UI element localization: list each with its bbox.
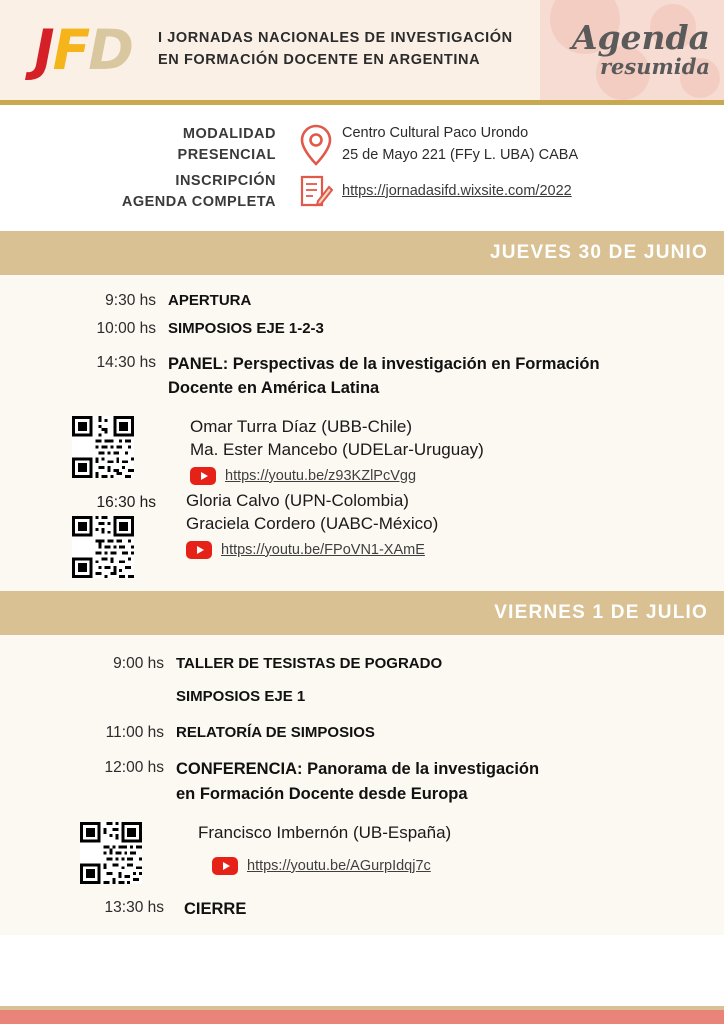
registration-label bbox=[0, 171, 290, 213]
day-banner-friday bbox=[0, 591, 724, 635]
row-title-line-2: en Formación Docente desde Europa bbox=[176, 785, 468, 804]
row-title: APERTURA bbox=[168, 291, 252, 309]
page-title-line-2: EN FORMACIÓN DOCENTE EN ARGENTINA bbox=[158, 52, 481, 68]
row-description bbox=[168, 352, 724, 402]
schedule-row bbox=[0, 678, 724, 712]
row-time bbox=[0, 686, 176, 688]
video-link-row[interactable] bbox=[190, 467, 710, 485]
qr-container bbox=[0, 822, 168, 884]
row-title: SIMPOSIOS EJE 1 bbox=[176, 688, 306, 706]
row-title: TALLER DE TESISTAS DE POGRADO bbox=[176, 654, 443, 672]
youtube-icon bbox=[190, 467, 216, 485]
modality-line-2: PRESENCIAL bbox=[177, 146, 276, 163]
qr-container bbox=[0, 416, 168, 478]
row-time: 11:00 hs bbox=[105, 723, 164, 741]
registration-row bbox=[0, 171, 724, 213]
row-time: 13:30 hs bbox=[104, 898, 164, 916]
logo-letter-d: D bbox=[88, 17, 132, 82]
day-banner-friday-label: VIERNES 1 DE JULIO bbox=[494, 601, 708, 623]
agenda-subtitle: resumida bbox=[599, 53, 710, 79]
registration-line-2: AGENDA COMPLETA bbox=[121, 193, 276, 210]
conference-speaker-block bbox=[168, 822, 724, 875]
schedule-row bbox=[0, 344, 724, 405]
panel-speakers-block bbox=[168, 490, 724, 559]
jfd-logo bbox=[0, 17, 158, 82]
speaker-name: Ma. Ester Mancebo (UDELar-Uruguay) bbox=[190, 439, 484, 459]
video-url[interactable]: https://youtu.be/FPoVN1-XAmE bbox=[221, 541, 425, 558]
row-title-line-1: PANEL: Perspectivas de la investigación en Formación bbox=[168, 354, 600, 373]
qr-code-panel-2-icon bbox=[72, 516, 134, 578]
day-banner-thursday bbox=[0, 231, 724, 275]
modality-line-1: MODALIDAD bbox=[182, 125, 276, 142]
logo-letter-j: J bbox=[34, 17, 53, 82]
row-title-line-2: Docente en América Latina bbox=[168, 379, 380, 398]
video-url[interactable]: https://youtu.be/AGurpIdqj7c bbox=[247, 857, 431, 874]
video-link-row[interactable] bbox=[198, 857, 710, 875]
registration-url-wrap[interactable] bbox=[342, 181, 572, 203]
row-description bbox=[176, 686, 724, 709]
schedule-thursday bbox=[0, 275, 724, 591]
page-header bbox=[0, 0, 724, 100]
qr-container bbox=[0, 516, 168, 578]
row-description bbox=[168, 318, 724, 341]
schedule-row-with-qr bbox=[0, 810, 724, 887]
qr-time-column bbox=[0, 494, 168, 578]
schedule-row bbox=[0, 887, 724, 925]
row-description bbox=[176, 653, 724, 676]
video-url[interactable]: https://youtu.be/z93KZlPcVgg bbox=[225, 467, 417, 484]
row-time: 10:00 hs bbox=[96, 320, 156, 338]
row-description bbox=[168, 290, 724, 313]
row-title: SIMPOSIOS EJE 1-2-3 bbox=[168, 320, 324, 338]
youtube-icon bbox=[186, 541, 212, 559]
page-title-line-1: I JORNADAS NACIONALES DE INVESTIGACIÓN bbox=[158, 30, 513, 47]
speaker-name: Francisco Imbernón (UB-España) bbox=[198, 822, 452, 842]
row-time: 16:30 hs bbox=[96, 493, 156, 511]
row-description bbox=[176, 897, 724, 922]
location-pin-icon bbox=[290, 124, 342, 166]
venue-text bbox=[342, 123, 578, 167]
youtube-icon bbox=[212, 857, 238, 875]
schedule-row bbox=[0, 315, 724, 344]
schedule-friday bbox=[0, 635, 724, 935]
page-title bbox=[158, 28, 540, 72]
schedule-row bbox=[0, 287, 724, 316]
logo-letter-f: F bbox=[52, 17, 89, 82]
form-pencil-icon bbox=[290, 173, 342, 211]
row-time: 9:00 hs bbox=[113, 654, 164, 672]
row-title-line-1: CONFERENCIA: Panorama de la investigación bbox=[176, 760, 540, 779]
info-block bbox=[0, 105, 724, 231]
day-banner-thursday-label: JUEVES 30 DE JUNIO bbox=[489, 241, 708, 263]
speaker-name: Gloria Calvo (UPN-Colombia) bbox=[186, 490, 409, 510]
agenda-badge bbox=[540, 0, 724, 100]
qr-code-panel-1-icon bbox=[72, 416, 134, 478]
venue-line-1: Centro Cultural Paco Urondo bbox=[342, 125, 529, 141]
schedule-row-with-qr bbox=[0, 404, 724, 488]
video-link-row[interactable] bbox=[186, 541, 710, 559]
row-description bbox=[176, 722, 724, 745]
speaker-name: Omar Turra Díaz (UBB-Chile) bbox=[190, 417, 412, 437]
row-description bbox=[176, 757, 724, 807]
schedule-row bbox=[0, 712, 724, 748]
registration-line-1: INSCRIPCIÓN bbox=[175, 172, 276, 189]
row-title: RELATORÍA DE SIMPOSIOS bbox=[176, 723, 375, 741]
venue-row bbox=[0, 123, 724, 167]
footer-bar bbox=[0, 1010, 724, 1024]
panel-speakers-block bbox=[168, 416, 724, 485]
schedule-row bbox=[0, 647, 724, 679]
venue-line-2: 25 de Mayo 221 (FFy L. UBA) CABA bbox=[342, 146, 579, 163]
schedule-row-with-qr bbox=[0, 488, 724, 581]
modality-label bbox=[0, 124, 290, 166]
qr-code-conferencia-icon bbox=[80, 822, 142, 884]
row-title: CIERRE bbox=[184, 899, 247, 918]
row-time: 9:30 hs bbox=[105, 291, 156, 309]
row-time: 12:00 hs bbox=[104, 759, 164, 777]
row-time: 14:30 hs bbox=[96, 353, 156, 371]
schedule-row bbox=[0, 747, 724, 810]
registration-url[interactable]: https://jornadasifd.wixsite.com/2022 bbox=[342, 182, 572, 199]
agenda-title: Agenda bbox=[571, 17, 710, 57]
speaker-name: Graciela Cordero (UABC-México) bbox=[186, 513, 439, 533]
